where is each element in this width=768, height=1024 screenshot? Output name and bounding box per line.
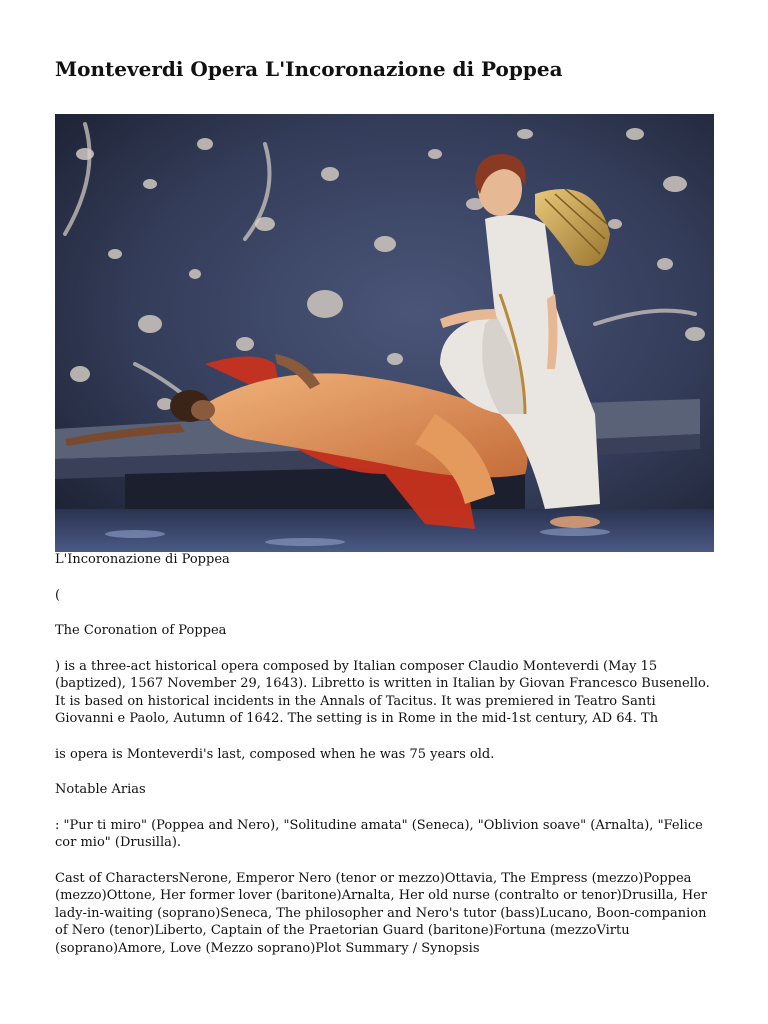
- paragraph-last-opera: is opera is Monteverdi's last, composed when he was 75 years old.: [55, 746, 495, 762]
- paragraph-open-paren: (: [55, 587, 61, 603]
- paragraph-cast: Cast of CharactersNerone, Emperor Nero (tenor or mezzo)Ottavia, The Empress (mezzo)Poppea (mezzo)Ottone, Her former lover (baritone)Arnalta, Her old nurse (contralto or tenor)Drusilla, Her lady-in-waiting (soprano)Seneca, The philosopher and Nero's tutor (bass)Lucano, Boon-companion of Nero (tenor)Liberto, Captain of the Praetorian Guard (baritone)Fortuna (mezzoVirtu (soprano)Amore, Love (Mezzo soprano)Plot Summary / Synopsis: [55, 870, 708, 956]
- document-title: Monteverdi Opera L'Incoronazione di Poppea: [55, 57, 563, 81]
- paragraph-english-title: The Coronation of Poppea: [55, 623, 227, 638]
- document-body: [55, 551, 717, 975]
- opera-photo: [55, 114, 714, 552]
- paragraph-notable-arias: : "Pur ti miro" (Poppea and Nero), "Solitudine amata" (Seneca), "Oblivion soave" (Arnalta), "Felice cor mio" (Drusilla).: [55, 817, 703, 850]
- paragraph-intro: ) is a three-act historical opera composed by Italian composer Claudio Monteverdi (May 15 (baptized), 1567 November 29, 1643). Libretto is written in Italian by Giovan Francesco Busenello. It is based on historical incidents in the Annals of Tacitus. It was premiered in Teatro Santi Giovanni e Paolo, Autumn of 1642. The setting is in Rome in the mid-1st century, AD 64. Th: [55, 658, 710, 726]
- paragraph-caption: L'Incoronazione di Poppea: [55, 552, 230, 567]
- opera-photo-illustration: [55, 114, 714, 552]
- paragraph-notable-arias-heading: Notable Arias: [55, 782, 146, 797]
